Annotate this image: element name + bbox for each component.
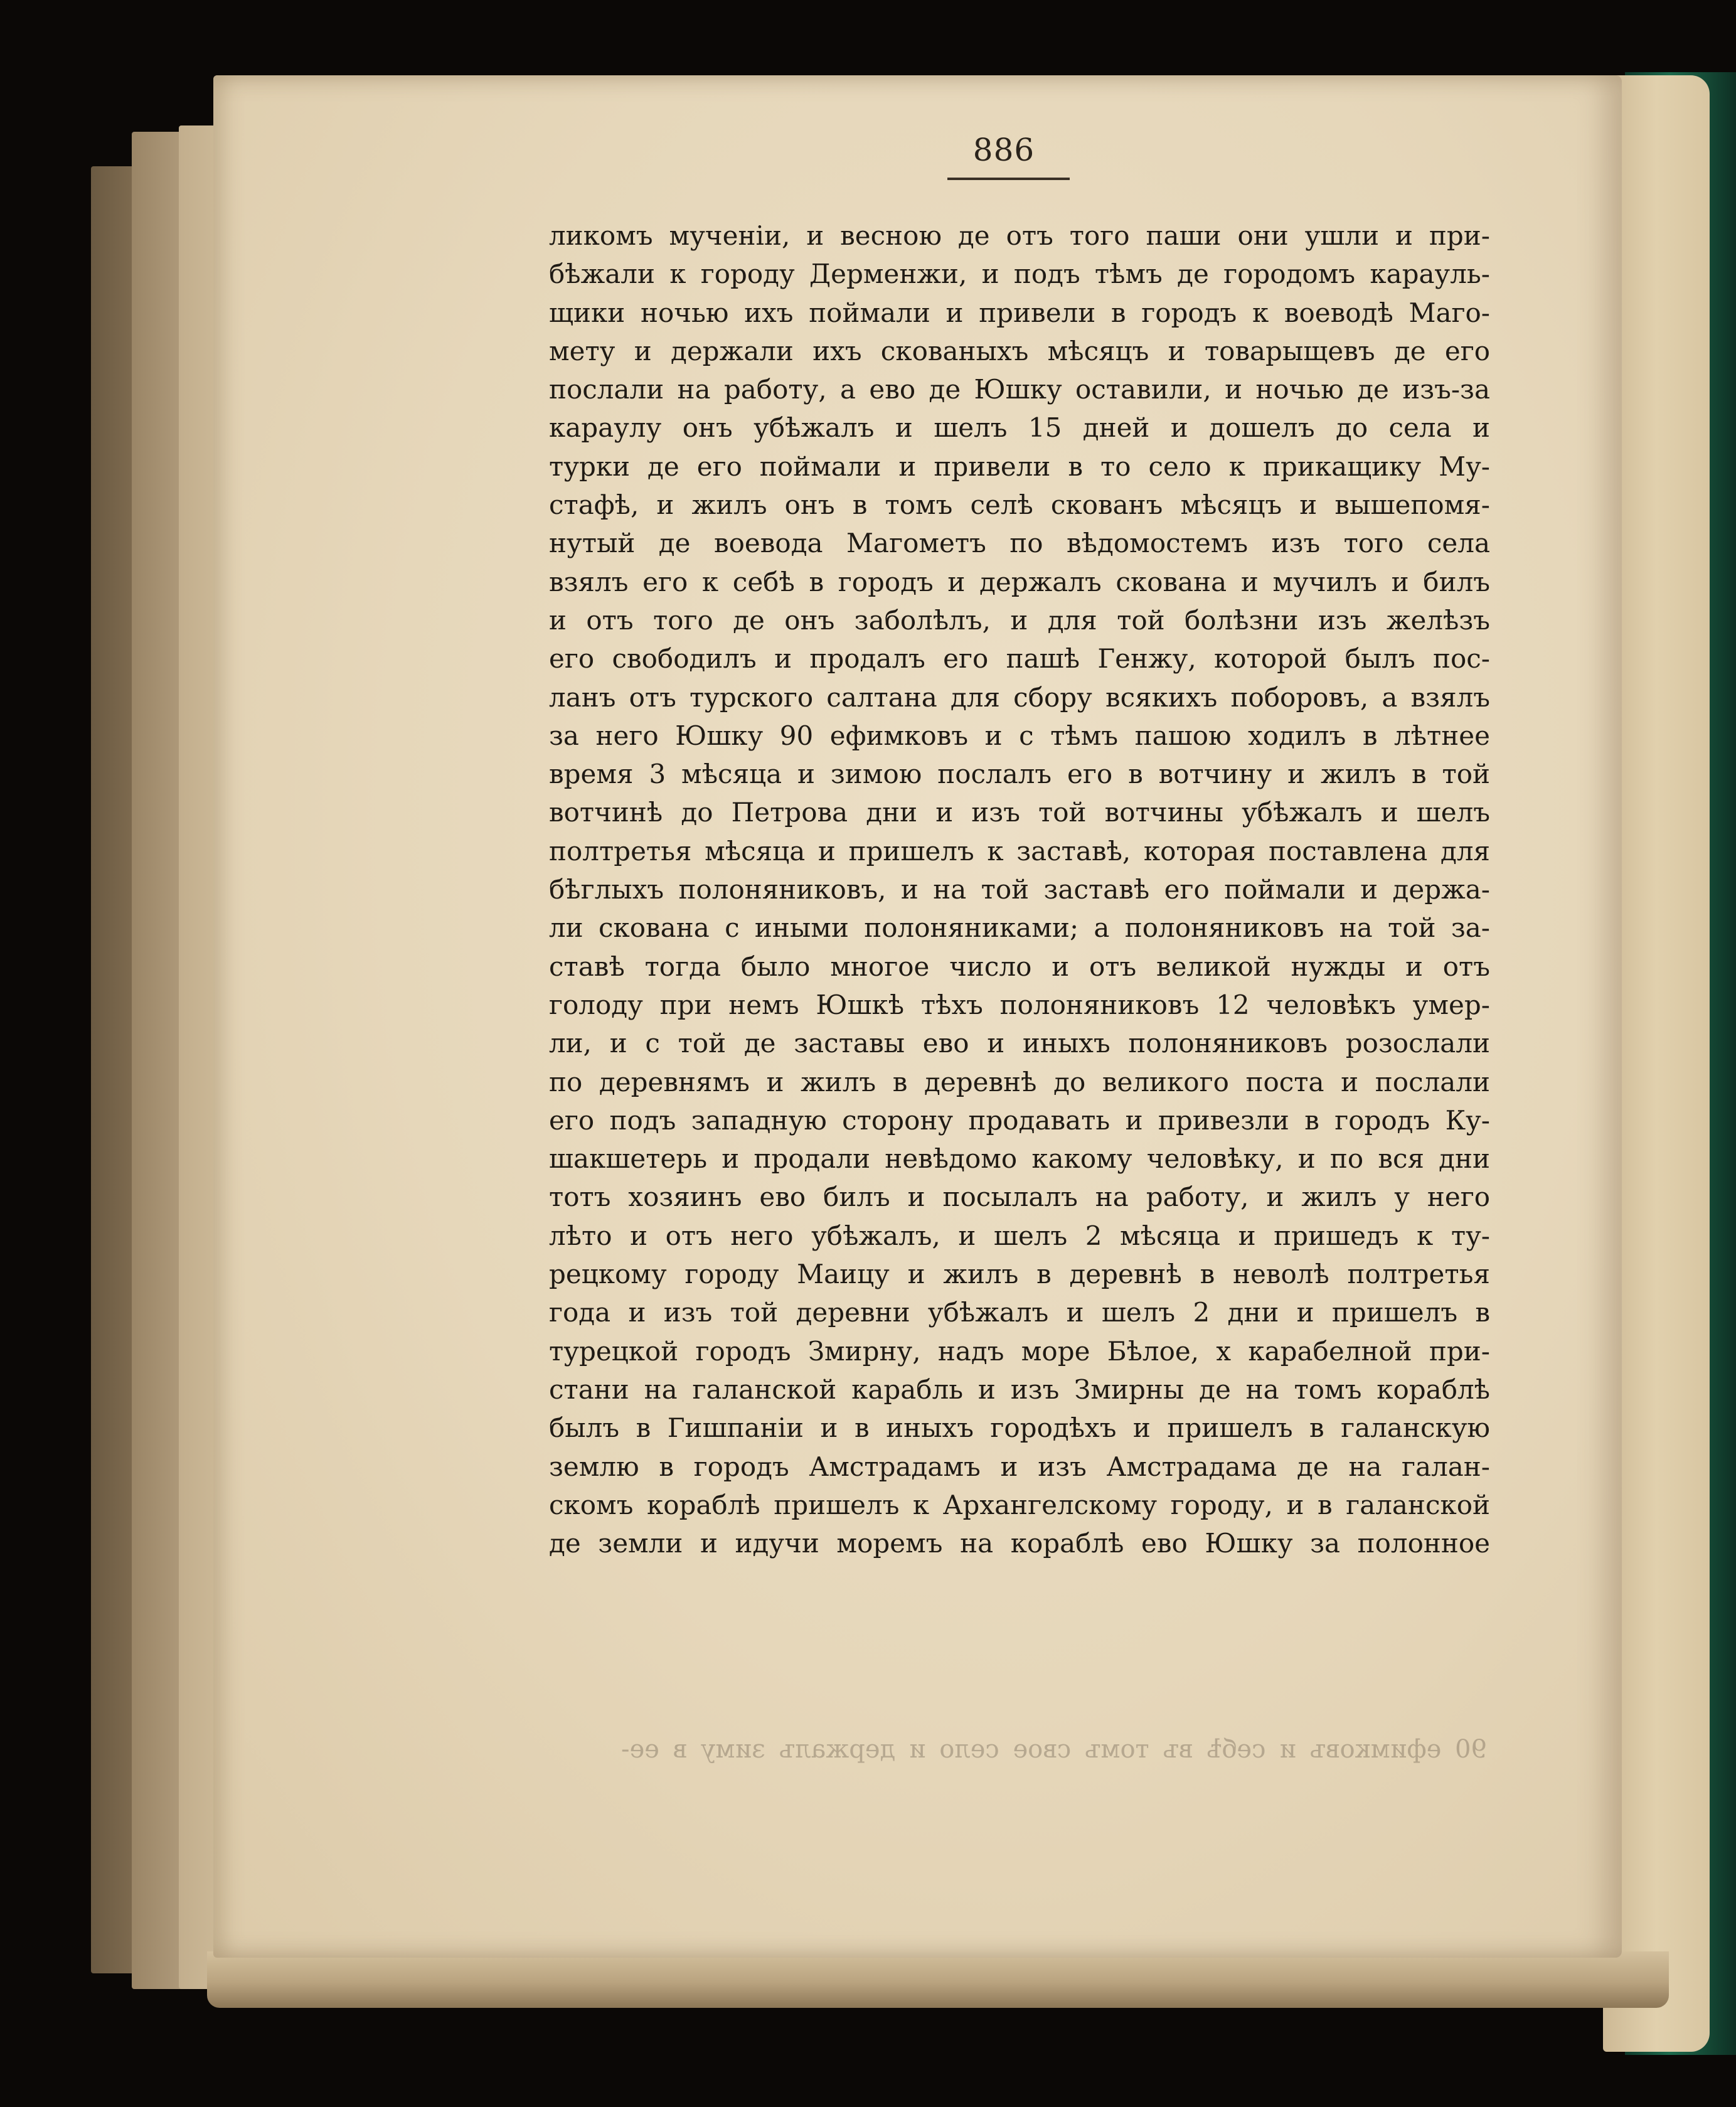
body-text (549, 216, 1490, 1562)
text-line: тотъ хозяинъ ево билъ и посылалъ на работу, и жилъ у него (549, 1182, 1490, 1213)
text-line: его свободилъ и продалъ его пашѣ Генжу, которой былъ пос- (549, 643, 1490, 675)
text-line: по деревнямъ и жилъ в деревнѣ до великого поста и послали (549, 1066, 1490, 1097)
text-line: за него Юшку 90 ефимковъ и с тѣмъ пашою ходилъ в лѣтнее (549, 720, 1490, 751)
text-line: ланъ отъ турского салтана для сбору всякихъ поборовъ, а взялъ (549, 681, 1490, 713)
text-line: бѣглыхъ полоняниковъ, и на той заставѣ его поймали и держа- (549, 874, 1490, 905)
text-line: шакшетерь и продали невѣдомо какому человѣку, и по вся дни (549, 1143, 1490, 1175)
text-line: его подъ западную сторону продавать и привезли в городъ Ку- (549, 1104, 1490, 1136)
text-line: ли, и с той де заставы ево и иныхъ полоняниковъ розослали (549, 1028, 1490, 1059)
text-line: землю в городъ Амстрадамъ и изъ Амстрадама де на галан- (549, 1451, 1490, 1482)
text-line: время 3 мѣсяца и зимою послалъ его в вотчину и жилъ в той (549, 759, 1490, 790)
text-line: года и изъ той деревни убѣжалъ и шелъ 2 дни и пришелъ в (549, 1297, 1490, 1328)
text-line: лѣто и отъ него убѣжалъ, и шелъ 2 мѣсяца и пришедъ к ту- (549, 1220, 1490, 1251)
text-line: турки де его поймали и привели в то село к прикащику Му- (549, 451, 1490, 482)
text-line: стафѣ, и жилъ онъ в томъ селѣ скованъ мѣсяцъ и вышепомя- (549, 489, 1490, 521)
text-line: рецкому городу Маицу и жилъ в деревнѣ в неволѣ полтретья (549, 1259, 1490, 1290)
text-line: де земли и идучи моремъ на кораблѣ ево Юшку за полонное (549, 1528, 1490, 1559)
text-line: ли скована с иными полоняниками; а полоняниковъ на той за- (549, 912, 1490, 944)
text-line: полтретья мѣсяца и пришелъ к заставѣ, которая поставлена для (549, 835, 1490, 867)
text-line: взялъ его к себѣ в городъ и держалъ скована и мучилъ и билъ (549, 566, 1490, 597)
text-line: нутый де воевода Магометъ по вѣдомостемъ изъ того села (549, 528, 1490, 559)
text-line: и отъ того де онъ заболѣлъ, и для той болѣзни изъ желѣзъ (549, 604, 1490, 636)
text-line: щики ночью ихъ поймали и привели в городъ к воеводѣ Маго- (549, 297, 1490, 328)
page-stack-edge-bottom (207, 1951, 1669, 2008)
text-line: голоду при немъ Юшкѣ тѣхъ полоняниковъ 12 человѣкъ умер- (549, 989, 1490, 1020)
text-line: караулу онъ убѣжалъ и шелъ 15 дней и дошелъ до села и (549, 412, 1490, 444)
text-line: вотчинѣ до Петрова дни и изъ той вотчины убѣжалъ и шелъ (549, 797, 1490, 828)
text-line: стани на галанской карабль и изъ Змирны де на томъ кораблѣ (549, 1374, 1490, 1405)
text-line: бѣжали к городу Дерменжи, и подъ тѣмъ де городомъ карауль- (549, 259, 1490, 290)
bleed-through-text: 90 ефимковъ и себѣ въ томъ свое село и держалъ зиму в ее- (621, 1735, 1487, 1764)
page-number-rule (947, 178, 1070, 180)
page-number: 886 (972, 132, 1035, 168)
text-line: послали на работу, а ево де Юшку оставили, и ночью де изъ-за (549, 374, 1490, 405)
text-line: ликомъ мученіи, и весною де отъ того паши они ушли и при- (549, 220, 1490, 251)
text-line: ставѣ тогда было многое число и отъ великой нужды и отъ (549, 951, 1490, 982)
text-line: скомъ кораблѣ пришелъ к Архангелскому городу, и в галанской (549, 1489, 1490, 1520)
text-line: былъ в Гишпаніи и в иныхъ городѣхъ и пришелъ в галанскую (549, 1412, 1490, 1444)
text-line: мету и держали ихъ скованыхъ мѣсяцъ и товарыщевъ де его (549, 335, 1490, 366)
text-line: турецкой городъ Змирну, надъ море Бѣлое, х карабелной при- (549, 1335, 1490, 1367)
